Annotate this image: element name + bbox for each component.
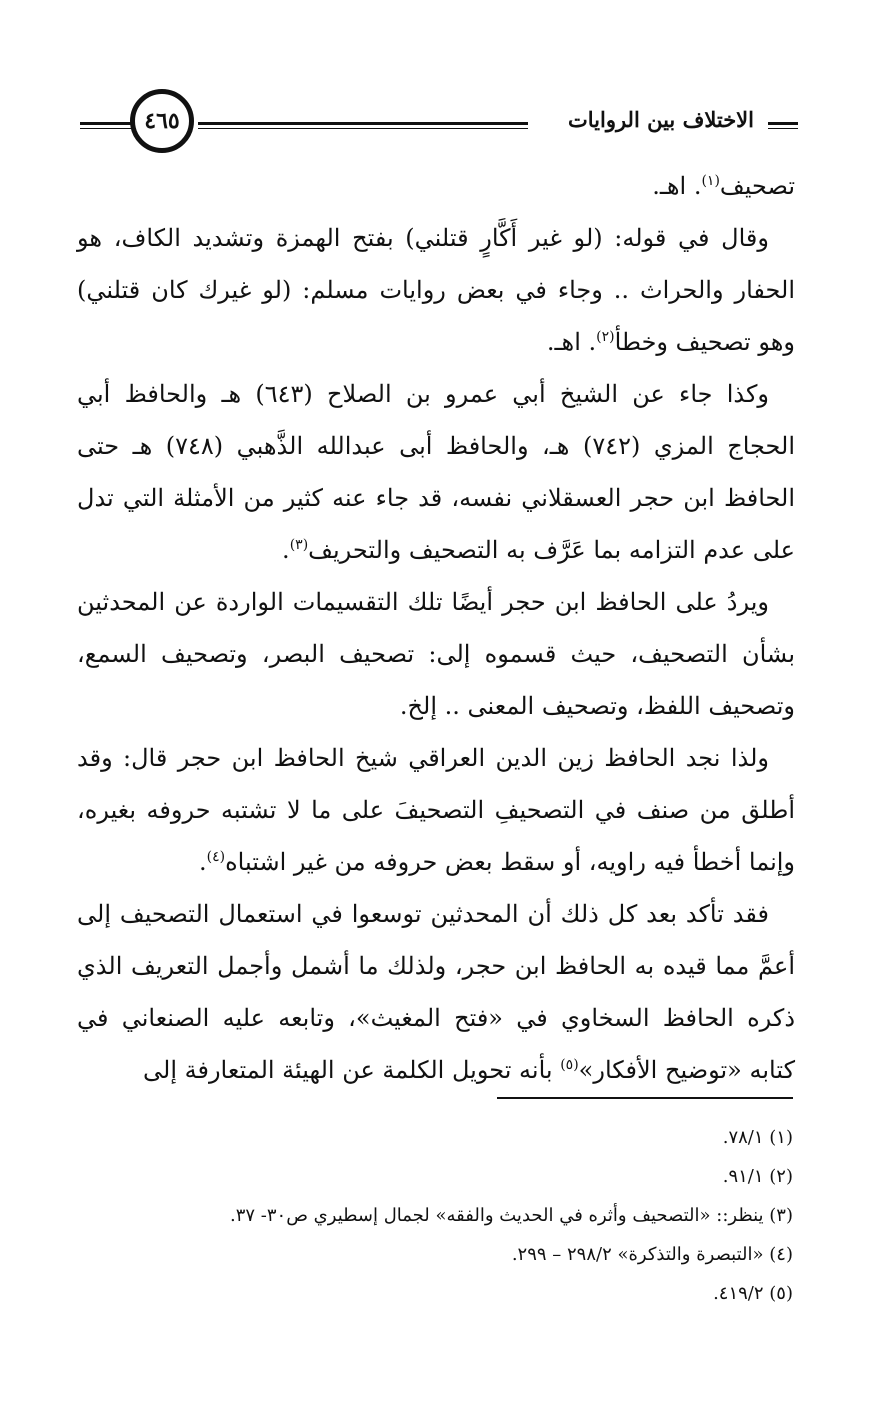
header-rule-left [80,122,132,129]
paragraph-text: وقال في قوله: (لو غير أَكَّارٍ قتلني) بفتح الهمزة وتشديد الكاف، هو الحفار والحراث .. وجاء في بعض روايات مسلم: (لو غيرك كان قتلني) وهو تصحيف وخطأ [77,224,795,356]
paragraph [77,576,795,732]
paragraph-text: تصحيف [719,172,795,200]
footnote-marker: (٣) [289,537,309,553]
footnote-marker: (٥) [560,1057,579,1073]
paragraph-text: ويردُ على الحافظ ابن حجر أيضًا تلك التقسيمات الواردة عن المحدثين بشأن التصحيف، حيث قسموه إلى: تصحيف البصر، وتصحيف السمع، وتصحيف اللفظ، وتصحيف المعنى .. إلخ. [77,588,795,720]
main-text [77,160,795,1096]
header-rule-middle [198,122,528,129]
paragraph-text: . [282,536,290,564]
paragraph [77,368,795,576]
paragraph-text: . اهـ. [652,172,702,200]
paragraph-text: . [198,848,207,876]
paragraph-text: فقد تأكد بعد كل ذلك أن المحدثين توسعوا في استعمال التصحيف إلى أعمَّ مما قيده به الحافظ ابن حجر، ولذلك ما أشمل وأجمل التعريف الذي ذكره الحافظ السخاوي في «فتح المغيث»، وتابعه عليه الصنعاني في كتابه «توضيح الأفكار» [77,900,795,1084]
paragraph [77,212,795,368]
paragraph [77,888,795,1096]
footnote: (٤) «التبصرة والتذكرة» ٢٩٨/٢ – ٢٩٩. [511,1244,793,1265]
page-number: ٤٦٥ [130,89,194,153]
footnote-marker: (١) [701,173,720,189]
footnote: (٢) ٩١/١. [722,1166,793,1187]
footnote: (١) ٧٨/١. [722,1127,793,1148]
paragraph [77,160,795,212]
paragraph-text: بأنه تحويل الكلمة عن الهيئة المتعارفة إلى [143,1056,561,1084]
footnote-separator [497,1097,793,1099]
footnote: (٣) ينظر:: «التصحيف وأثره في الحديث والفقه» لجمال إسطيري ص٣٠- ٣٧. [229,1205,793,1226]
footnote-marker: (٤) [206,849,226,865]
footnotes [75,1118,793,1313]
running-title: الاختلاف بين الروايات [562,107,760,132]
footnote: (٥) ٤١٩/٢. [713,1283,793,1304]
footnote-marker: (٢) [596,329,615,345]
paragraph-text: ولذا نجد الحافظ زين الدين العراقي شيخ الحافظ ابن حجر قال: وقد أطلق من صنف في التصحيفِ التصحيفَ على ما لا تشتبه حروفه بغيره، وإنما أخطأ فيه راويه، أو سقط بعض حروفه من غير اشتباه [77,744,795,876]
paragraph-text: . اهـ. [546,328,597,356]
paragraph-text: وكذا جاء عن الشيخ أبي عمرو بن الصلاح (٦٤٣) هـ والحافظ أبي الحجاج المزي (٧٤٢) هـ، والحافظ أبى عبدالله الذَّهبي (٧٤٨) هـ حتى الحافظ ابن حجر العسقلاني نفسه، قد جاء عنه كثير من الأمثلة التي تدل على عدم التزامه بما عَرَّف به التصحيف والتحريف [77,380,795,564]
header-rule-right [768,122,798,129]
paragraph [77,732,795,888]
running-header [80,85,798,165]
